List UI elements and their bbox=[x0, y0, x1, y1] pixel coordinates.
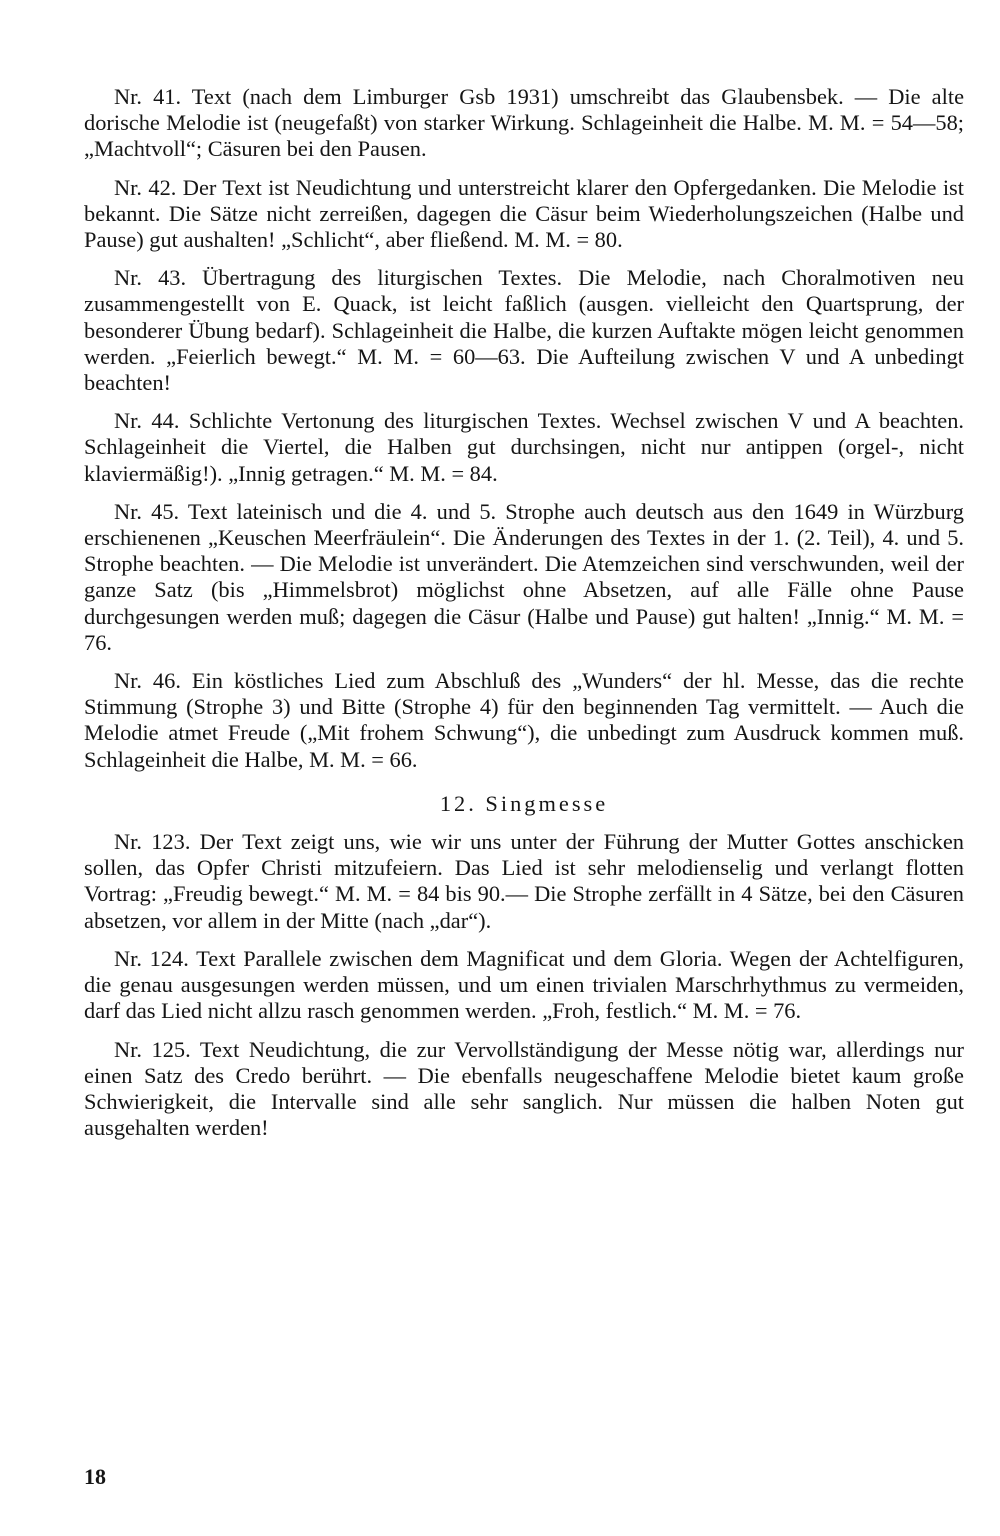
entry-nr-46 bbox=[84, 668, 964, 773]
entry-text: Text lateinisch und die 4. und 5. Strophe auch deutsch aus den 1649 in Würzburg erschienenen „Keuschen Meerfräulein“. Die Änderungen des Textes in der 1. (2. Teil), 4. und 5. Strophe beachten. — Die Melodie ist unverändert. Die Atemzeichen sind verschwunden, weil der ganze Satz (bis „Himmelsbrot) möglichst ohne Absetzen, auf alle Fälle ohne Pause durchgesungen werden muß; dagegen die Cäsur (Halbe und Pause) gut halten! „Innig.“ M. M. = 76. bbox=[84, 498, 964, 655]
entry-text: Der Text zeigt uns, wie wir uns unter der Führung der Mutter Gottes anschicken sollen, das Opfer Christi mitzufeiern. Das Lied ist sehr melodienselig und verlangt flotten Vortrag: „Freudig bewegt.“ M. M. = 84 bis 90.— Die Strophe zerfällt in 4 Sätze, bei den Cäsuren absetzen, vor allem in der Mitte (nach „dar“). bbox=[84, 829, 964, 933]
entry-nr-42 bbox=[84, 175, 964, 254]
entry-number: Nr. 125. bbox=[114, 1036, 191, 1062]
section-heading: 12. Singmesse bbox=[439, 790, 609, 816]
entry-number: Nr. 123. bbox=[114, 829, 191, 855]
entry-nr-45 bbox=[84, 499, 964, 656]
entry-nr-43 bbox=[84, 265, 964, 396]
document-page bbox=[84, 84, 964, 1514]
entry-nr-123 bbox=[84, 829, 964, 934]
entry-nr-44 bbox=[84, 408, 964, 487]
entry-nr-125 bbox=[84, 1037, 964, 1142]
entry-text: Text Parallele zwischen dem Magnificat und dem Gloria. Wegen der Achtelfiguren, die genau ausgesungen werden müssen, und um einen trivialen Marschrhythmus zu vermeiden, darf das Lied nicht allzu rasch genommen werden. „Froh, festlich.“ M. M. = 76. bbox=[84, 945, 964, 1024]
entry-number: Nr. 44. bbox=[114, 408, 180, 434]
entry-text: Text (nach dem Limburger Gsb 1931) umschreibt das Glaubensbek. — Die alte dorische Melodie ist (neugefaßt) von starker Wirkung. Schlageinheit die Halbe. M. M. = 54—58; „Machtvoll“; Cäsuren bei den Pausen. bbox=[84, 84, 965, 162]
entry-nr-41 bbox=[84, 84, 964, 163]
entry-text: Schlichte Vertonung des liturgischen Textes. Wechsel zwischen V und A beachten. Schlageinheit die Viertel, die Halben gut durchsingen, nicht nur antippen (orgel-, nicht klaviermäßig!). „Innig getragen.“ M. M. = 84. bbox=[84, 408, 965, 486]
entry-number: Nr. 45. bbox=[114, 498, 180, 524]
entry-number: Nr. 42. bbox=[114, 174, 177, 200]
entry-number: Nr. 124. bbox=[114, 945, 189, 971]
entry-text: Text Neudichtung, die zur Vervollständigung der Messe nötig war, allerdings nur einen Satz des Credo berührt. — Die ebenfalls neugeschaffene Melodie bietet kaum große Schwierigkeit, die Intervalle sind alle sehr sanglich. Nur müssen die halben Noten gut ausgehalten werden! bbox=[84, 1036, 964, 1141]
entry-text: Ein köstliches Lied zum Abschluß des „Wunders“ der hl. Messe, das die rechte Stimmung (Strophe 3) und Bitte (Strophe 4) für den beginnenden Tag vermittelt. — Auch die Melodie atmet Freude („Mit frohem Schwung“), die unbedingt zum Ausdruck kommen muß. Schlageinheit die Halbe, M. M. = 66. bbox=[84, 668, 964, 772]
entry-number: Nr. 46. bbox=[114, 668, 181, 694]
page-number: 18 bbox=[84, 1464, 106, 1489]
entry-nr-124 bbox=[84, 946, 964, 1025]
entry-text: Der Text ist Neudichtung und unterstreicht klarer den Opfergedanken. Die Melodie ist bekannt. Die Sätze nicht zerreißen, dagegen die Cäsur beim Wiederholungszeichen (Halbe und Pause) gut aushalten! „Schlicht“, aber fließend. M. M. = 80. bbox=[84, 174, 964, 253]
entry-number: Nr. 43. bbox=[114, 265, 187, 291]
entry-text: Übertragung des liturgischen Textes. Die Melodie, nach Choralmotiven neu zusammengestellt von E. Quack, ist leicht faßlich (ausgen. vielleicht den Quartsprung, der besonderer Übung bedarf). Schlageinheit die Halbe, die kurzen Auftakte mögen leicht genommen werden. „Feierlich bewegt.“ M. M. = 60—63. Die Aufteilung zwischen V und A unbedingt beachten! bbox=[84, 265, 964, 396]
entry-number: Nr. 41. bbox=[114, 84, 182, 109]
